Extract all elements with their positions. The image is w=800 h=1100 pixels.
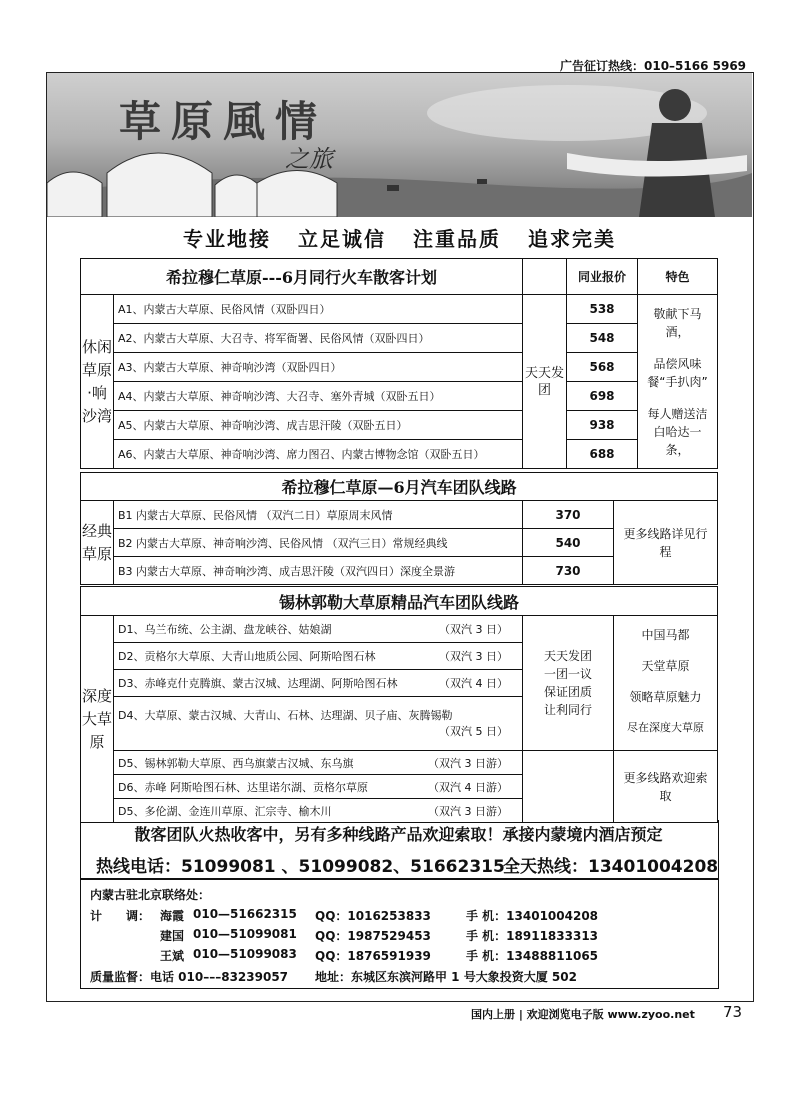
route-text: D3、赤峰克什克腾旗、蒙古汉城、达理湖、阿斯哈图石林: [118, 677, 398, 690]
route-name: [114, 775, 523, 799]
guarantee-item: 一团一议: [543, 667, 592, 681]
contact-tel: 010—51662315: [193, 907, 297, 921]
slogan-bar: [47, 223, 752, 252]
contact-name: 王斌: [160, 949, 185, 963]
route-name: B3 内蒙古大草原、神奇响沙湾、成吉思汗陵（双汽四日）深度全景游: [114, 557, 523, 585]
route-text: D2、贡格尔大草原、大青山地质公园、阿斯哈图石林: [118, 650, 376, 663]
route-price: 548: [567, 324, 638, 353]
page-number: 73: [723, 1003, 743, 1021]
contact-mobile: 手 机：18911833313: [466, 929, 599, 943]
slogan-item: 注重品质: [412, 227, 501, 251]
route-name: [114, 616, 523, 643]
feature-item: 领略草原魅力: [629, 689, 702, 704]
route-name: A1、内蒙古大草原、民俗风情（双卧四日）: [114, 295, 523, 324]
route-price: 688: [567, 440, 638, 469]
group-label: 经典草原: [81, 501, 114, 585]
route-duration: （双汽 4 日）: [439, 677, 508, 690]
route-name: A5、内蒙古大草原、神奇响沙湾、成吉思汗陵（双卧五日）: [114, 411, 523, 440]
feature-item: 敬献下马酒，: [653, 306, 702, 339]
xilingol-route-table: [80, 586, 718, 823]
route-duration: （双汽 3 日）: [439, 650, 508, 663]
contact-title: 内蒙古驻北京联络处：: [90, 888, 211, 902]
feature-item: 每人赠送洁白哈达一条，: [647, 406, 708, 457]
route-duration: （双汽 5 日）: [439, 724, 508, 738]
feature-list: [638, 295, 718, 469]
feature-list: [614, 616, 718, 751]
banner-title: 草原風情: [119, 97, 328, 146]
guarantee-list: [523, 616, 614, 751]
feature-item: 品偿风味餐“手扒肉”: [647, 356, 708, 389]
section1-title: 希拉穆仁草原---6月同行火车散客计划: [81, 259, 523, 295]
route-price: 370: [523, 501, 614, 529]
contact-name: 建国: [160, 929, 185, 943]
route-price: 540: [523, 529, 614, 557]
slogan-item: 专业地接: [183, 227, 272, 251]
route-text: D4、大草原、蒙古汉城、大青山、石林、达理湖、贝子庙、灰腾锡勒: [118, 708, 453, 722]
route-duration: （双汽 3 日）: [439, 623, 508, 636]
route-name: [114, 799, 523, 823]
route-price: 698: [567, 382, 638, 411]
route-text: D6、赤峰 阿斯哈图石林、达里诺尔湖、贡格尔草原: [118, 780, 368, 794]
dispatch-label: 计 调：: [90, 909, 151, 923]
route-text: D1、乌兰布统、公主湖、盘龙峡谷、姑娘湖: [118, 623, 332, 636]
column-feature: 特色: [638, 259, 718, 295]
slogan-item: 追求完美: [527, 227, 616, 251]
feature-item: 尽在深度大草原: [627, 720, 704, 734]
feature-item: 中国马都: [641, 627, 690, 642]
banner-subtitle: 之旅: [285, 145, 333, 173]
route-duration: （双汽 3 日游）: [428, 804, 508, 818]
group-label: 休闲草原·响沙湾: [81, 295, 114, 469]
footer-text: 国内上册 | 欢迎浏览电子版 www.zyoo.net: [471, 1008, 695, 1021]
ad-hotline: 广告征订热线：010–5166 5969: [560, 59, 747, 73]
contact-qq: QQ：1016253833: [315, 909, 431, 923]
allday-hotline: 全天热线：13401004208: [503, 857, 719, 877]
section2-title: 希拉穆仁草原—6月汽车团队线路: [81, 473, 718, 501]
route-text: D5、多伦湖、金连川草原、汇宗寺、榆木川: [118, 804, 332, 818]
route-name: B2 内蒙古大草原、神奇响沙湾、民俗风情 （双汽三日）常规经典线: [114, 529, 523, 557]
slogan-item: 立足诚信: [298, 227, 387, 251]
group-label: 深度大草原: [81, 616, 114, 823]
guarantee-item: 让利同行: [543, 703, 592, 717]
section3-title: 锡林郭勒大草原精品汽车团队线路: [81, 587, 718, 616]
contact-qq: QQ：1876591939: [315, 949, 431, 963]
column-price: 同业报价: [567, 259, 638, 295]
route-name: A4、内蒙古大草原、神奇响沙湾、大召寺、塞外青城（双卧五日）: [114, 382, 523, 411]
route-name: A3、内蒙古大草原、神奇响沙湾（双卧四日）: [114, 353, 523, 382]
schedule-label: 天天发团: [523, 295, 567, 469]
promo-text: 散客团队火热收客中，另有多种线路产品欢迎索取！承接内蒙境内酒店预定: [134, 825, 663, 844]
contact-mobile: 手 机：13401004208: [466, 909, 599, 923]
route-price: 938: [567, 411, 638, 440]
feature-item: 天堂草原: [641, 658, 690, 673]
hotline-phones: 热线电话：51099081 、51099082、51662315: [96, 857, 505, 877]
route-name: [114, 670, 523, 697]
route-name: [114, 697, 523, 751]
route-name: [114, 751, 523, 775]
contact-tel: 010—51099083: [193, 947, 297, 961]
route-price: 730: [523, 557, 614, 585]
contact-tel: 010—51099081: [193, 927, 297, 941]
route-text: D5、锡林郭勒大草原、西乌旗蒙古汉城、东乌旗: [118, 756, 354, 770]
office-address: 地址：东城区东滨河路甲 1 号大象投资大厦 502: [315, 970, 577, 984]
contact-qq: QQ：1987529453: [315, 929, 431, 943]
route-duration: （双汽 4 日游）: [428, 780, 508, 794]
train-plan-table: [80, 258, 718, 469]
guarantee-item: 保证团质: [543, 685, 592, 699]
route-name: A2、内蒙古大草原、大召寺、将军衙署、民俗风情（双卧四日）: [114, 324, 523, 353]
route-price: 538: [567, 295, 638, 324]
more-routes-note: 更多线路欢迎索取: [614, 751, 718, 823]
route-duration: （双汽 3 日游）: [428, 756, 508, 770]
contact-mobile: 手 机：13488811065: [466, 949, 599, 963]
quality-supervision: 质量监督：电话 010–––83239057: [90, 970, 289, 984]
feature-note: 更多线路详见行程: [614, 501, 718, 585]
route-price: 568: [567, 353, 638, 382]
route-name: B1 内蒙古大草原、民俗风情 （双汽二日）草原周末风情: [114, 501, 523, 529]
guarantee-item: 天天发团: [543, 649, 592, 663]
route-name: A6、内蒙古大草原、神奇响沙湾、席力图召、内蒙古博物念馆（双卧五日）: [114, 440, 523, 469]
contact-name: 海霞: [160, 909, 185, 923]
bus-route-table: [80, 472, 718, 585]
route-name: [114, 643, 523, 670]
banner: [47, 73, 752, 217]
